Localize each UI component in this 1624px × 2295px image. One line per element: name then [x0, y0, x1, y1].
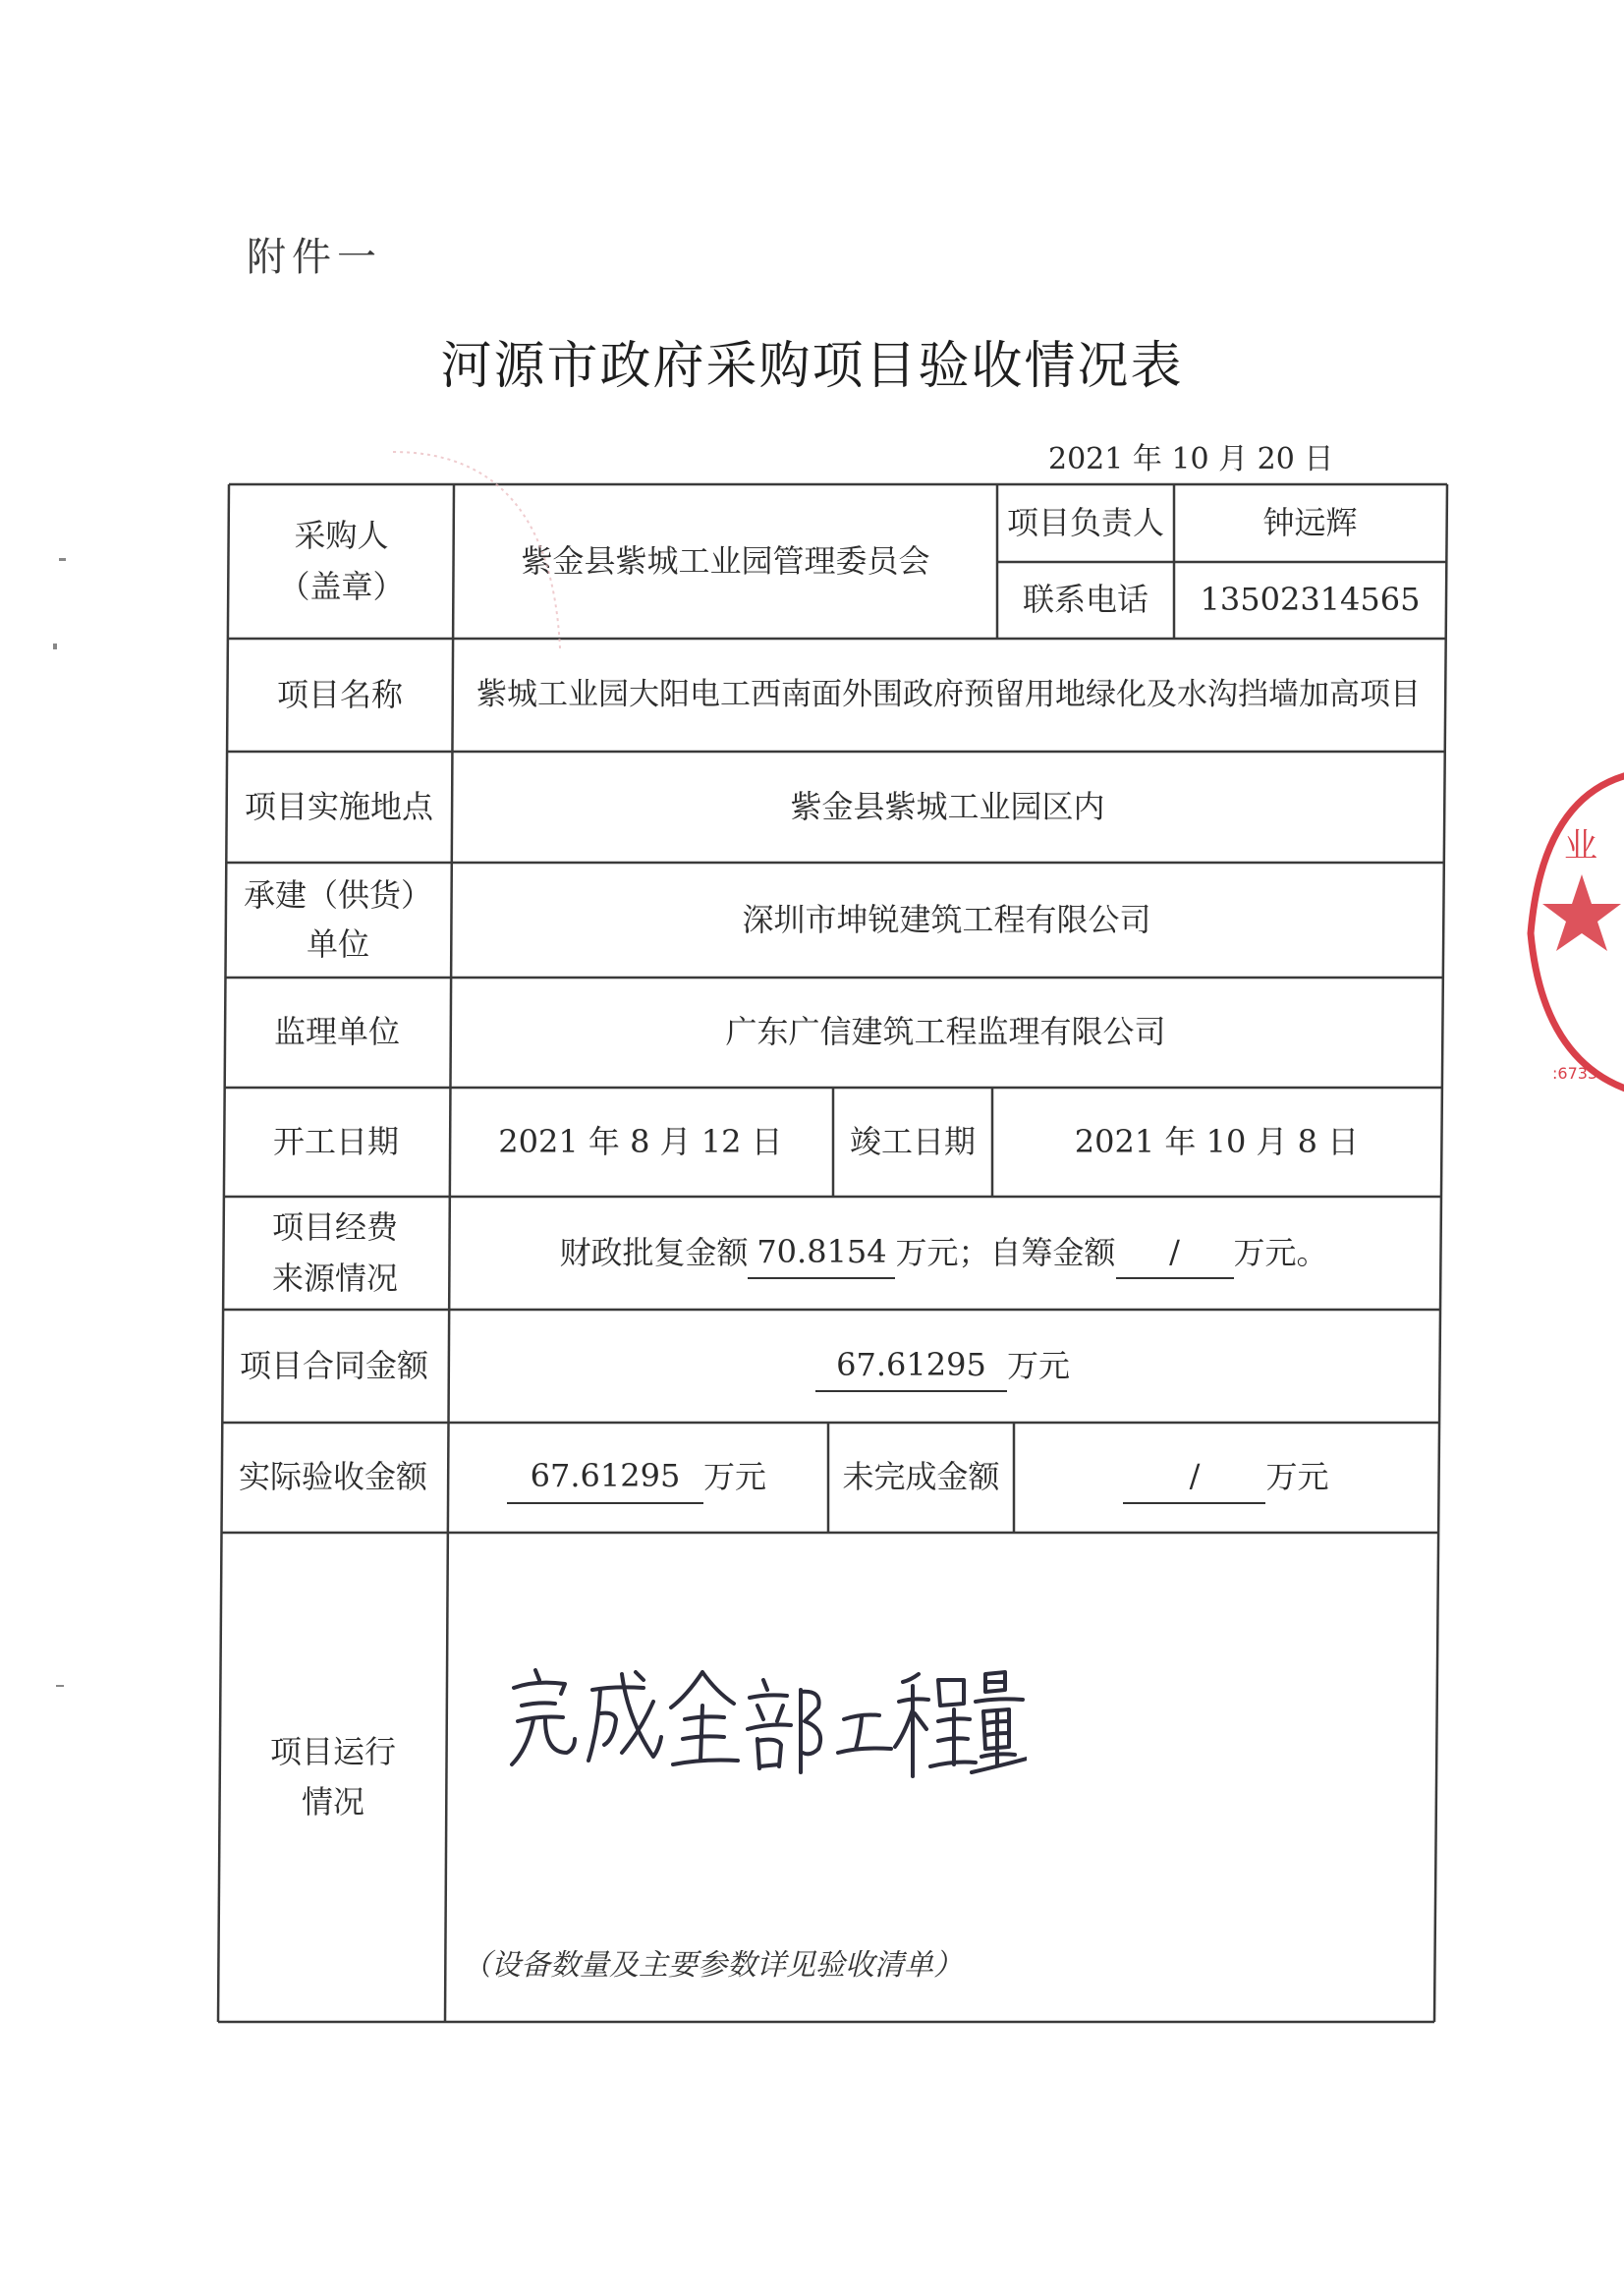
project-name-label: 项目名称: [276, 675, 403, 713]
scan-speck: [59, 558, 66, 561]
document-date: 2021 年 10 月 20 日: [1048, 442, 1334, 476]
handwritten-operation-note: [506, 1651, 1027, 1788]
phone-value: 13502314565: [1200, 581, 1421, 619]
project-leader-label: 项目负责人: [1006, 503, 1164, 541]
phone-label: 联系电话: [1022, 581, 1148, 619]
project-name-value: 紫城工业园大阳电工西南面外围政府预留用地绿化及水沟挡墙加高项目: [476, 676, 1421, 712]
funding-mid: 万元；自筹金额: [895, 1233, 1116, 1271]
operation-note: （设备数量及主要参数详见验收清单）: [462, 1948, 963, 1983]
completion-date-value: 2021 年 10 月 8 日: [1074, 1122, 1360, 1160]
svg-text:业: 业: [1564, 826, 1597, 866]
completion-date-label: 竣工日期: [849, 1122, 976, 1160]
start-date-label: 开工日期: [272, 1122, 399, 1160]
partial-seal-stamp: [1523, 766, 1624, 1100]
operation-label: 项目运行 情况: [269, 1732, 396, 1820]
unfinished-amount-value: /: [1123, 1451, 1265, 1503]
location-label: 项目实施地点: [244, 787, 433, 825]
actual-amount-unit: 万元: [702, 1458, 766, 1496]
funding-label: 项目经费 来源情况: [271, 1208, 398, 1297]
contract-amount-cell: [446, 1310, 1439, 1423]
contract-amount-value: 67.61295: [815, 1340, 1007, 1392]
svg-text::6733: :6733: [1552, 1064, 1598, 1083]
purchaser-label: 采购人 （盖章）: [278, 517, 405, 605]
actual-amount-label: 实际验收金额: [238, 1458, 427, 1496]
purchaser-value: 紫金县紫城工业园管理委员会: [521, 541, 930, 580]
unfinished-amount-cell: [1014, 1423, 1438, 1533]
scan-speck: [56, 1685, 64, 1687]
project-leader-value: 钟远辉: [1262, 503, 1358, 541]
contractor-label: 承建（供货） 单位: [243, 875, 432, 963]
location-value: 紫金县紫城工业园区内: [790, 787, 1105, 825]
unfinished-amount-label: 未完成金额: [842, 1458, 1000, 1496]
funding-suffix: 万元。: [1233, 1233, 1328, 1271]
scan-speck: [53, 644, 57, 649]
funding-prefix: 财政批复金额: [559, 1233, 749, 1271]
unfinished-amount-unit: 万元: [1265, 1458, 1329, 1496]
approved-amount: 70.8154: [748, 1227, 895, 1279]
funding-value: [447, 1197, 1440, 1310]
contract-amount-label: 项目合同金额: [239, 1346, 428, 1384]
scan-artifact: [373, 432, 589, 658]
supervisor-value: 广东广信建筑工程监理有限公司: [725, 1013, 1166, 1051]
supervisor-label: 监理单位: [273, 1013, 400, 1051]
contractor-value: 深圳市坤锐建筑工程有限公司: [742, 900, 1151, 938]
self-funded-amount: /: [1116, 1227, 1234, 1279]
actual-amount-cell: [445, 1423, 828, 1533]
contract-amount-unit: 万元: [1006, 1346, 1070, 1384]
start-date-value: 2021 年 8 月 12 日: [498, 1122, 783, 1160]
annex-label: 附件一: [247, 235, 382, 280]
document-title: 河源市政府采购项目验收情况表: [440, 337, 1184, 396]
actual-amount-value: 67.61295: [507, 1451, 703, 1503]
